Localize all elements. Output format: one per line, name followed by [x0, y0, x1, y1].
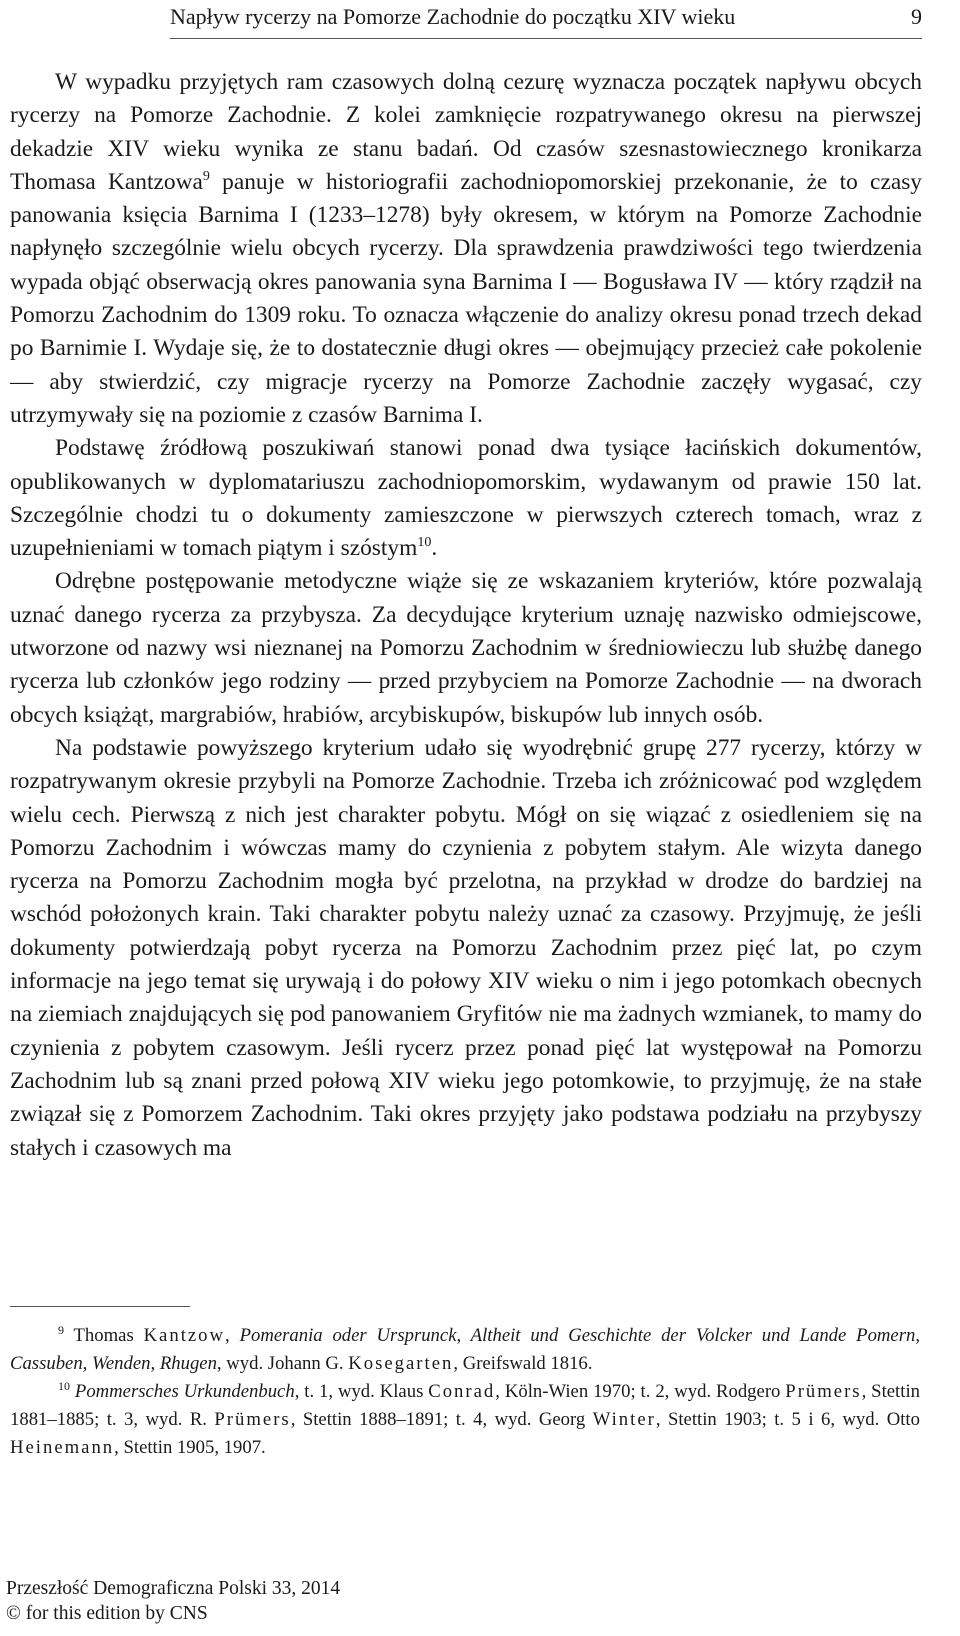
- paragraph-1-text-b: panuje w historiografii zachodniopomorskiej przekonanie, że to czasy panowania księcia Barnima I (1233–1278) były okresem, w którym na Pomorze Zachodnie napłynęło szczególnie wielu obcych rycerzy. Dla sprawdzenia prawdziwości tego twierdzenia wypada objąć obserwacją okres panowania syna Barnima I — Bogusława IV — który rządził na Pomorzu Zachodnim do 1309 roku. To oznacza włączenie do analizy okresu ponad trzech dekad po Barnimie I. Wydaje się, że to dostatecznie długi okres — obejmujący przecież całe pokolenie — aby stwierdzić, czy migracje rycerzy na Pomorze Zachodnie zaczęły wygasać, czy utrzymywały się na poziomie z czasów Barnima I.: [10, 168, 922, 428]
- paragraph-4: Na podstawie powyższego kryterium udało się wyodrębnić grupę 277 rycerzy, którzy w rozpatrywanym okresie przybyli na Pomorze Zachodnie. Trzeba ich zróżnicować pod względem wielu cech. Pierwszą z nich jest charakter pobytu. Mógł on się wiązać z osiedleniem się na Pomorzu Zachodnim i wówczas mamy do czynienia z pobytem stałym. Ale wizyta danego rycerza na Pomorzu Zachodnim mogła być przelotna, na przykład w drodze do bardziej na wschód położonych krain. Taki charakter pobytu należy uznać za czasowy. Przyjmuję, że jeśli dokumenty potwierdzają pobyt rycerza na Pomorzu Zachodnim przez pięć lat, po czym informacje na jego temat się urywają i do połowy XIV wieku o nim i jego potomkach obecnych na ziemiach znajdujących się pod panowaniem Gryfitów nie ma żadnych wzmianek, to mamy do czynienia z pobytem czasowym. Jeśli rycerz przez ponad pięć lat występował na Pomorzu Zachodnim lub są znani przed połową XIV wieku jego potomkowie, to przyjmuję, że na stałe związał się z Pomorzem Zachodnim. Taki okres przyjęty jako podstawa podziału na przybyszy stałych i czasowych ma: [10, 734, 922, 1161]
- footnote-separator: [10, 1306, 190, 1307]
- footnote-9-text: Thomas: [64, 1325, 144, 1346]
- header-rule: [170, 38, 922, 39]
- work-title: Pomerania oder Ursprunck, Altheit und Geschichte der Volcker und Lande Pomern, Cassuben, Wenden, Rhugen: [10, 1325, 921, 1374]
- page-footer: [6, 1576, 340, 1626]
- copyright-notice: © for this edition by CNS: [6, 1603, 208, 1624]
- footnote-10: [10, 1378, 920, 1462]
- footnote-10-text: , Stettin 1905, 1907.: [114, 1437, 266, 1458]
- paragraph-3: Odrębne postępowanie metodyczne wiąże się ze wskazaniem kryteriów, które pozwalają uznać danego rycerza za przybysza. Za decydujące kryterium uznaję nazwisko odmiejscowe, utworzone od nazwy wsi nieznanej na Pomorzu Zachodnim w średniowieczu lub służbę danego rycerza lub członków jego rodziny — przed przybyciem na Pomorze Zachodnie — na dworach obcych książąt, margrabiów, hrabiów, arcybiskupów, biskupów lub innych osób.: [10, 568, 922, 728]
- editor-name: Prümers: [785, 1381, 862, 1402]
- footnote-9-text: , Greifswald 1816.: [453, 1353, 593, 1374]
- running-header: [170, 2, 922, 36]
- footnote-10-number: 10: [58, 1378, 70, 1393]
- footnote-9-text: , wyd. Johann G.: [216, 1353, 349, 1374]
- author-name: Kantzow: [143, 1325, 226, 1346]
- page-number: 9: [911, 4, 922, 29]
- work-title: Pommersches Urkundenbuch: [74, 1381, 295, 1402]
- footnote-10-text: , Stettin 1903; t. 5 i 6, wyd. Otto: [655, 1409, 920, 1430]
- main-text: [10, 66, 922, 1165]
- editor-name: Kosegarten: [348, 1353, 454, 1374]
- paragraph-1-text-a: W wypadku przyjętych ram czasowych dolną cezurę wyznacza początek napływu obcych rycerzy na Pomorze Zachodnie. Z kolei zamknięcie rozpatrywanego okresu na pierwszej dekadzie XIV wieku wynika ze stanu badań. Od czasów szesnastowiecznego kronikarza Thomasa Kantzowa: [10, 69, 922, 195]
- paragraph-1: [10, 66, 922, 432]
- footnote-10-text: , Stettin 1881–1885; t. 3, wyd. R.: [10, 1381, 920, 1430]
- footnote-9-number: 9: [58, 1322, 64, 1337]
- footnote-10-text: , Stettin 1888–1891; t. 4, wyd. Georg: [290, 1409, 593, 1430]
- editor-name: Conrad: [428, 1381, 496, 1402]
- footnote-ref-9[interactable]: 9: [202, 169, 210, 185]
- footnote-ref-10[interactable]: 10: [417, 535, 432, 551]
- paragraph-2-text-b: .: [431, 535, 438, 562]
- editor-name: Prümers: [214, 1409, 291, 1430]
- editor-name: Heinemann: [10, 1437, 115, 1458]
- footnote-10-text: , Köln-Wien 1970; t. 2, wyd. Rodgero: [495, 1381, 786, 1402]
- journal-citation: Przeszłość Demograficzna Polski 33, 2014: [6, 1578, 341, 1599]
- footnotes: [10, 1322, 920, 1462]
- paragraph-2: [10, 432, 922, 565]
- footnote-9-text: ,: [225, 1325, 240, 1346]
- footnote-9: [10, 1322, 920, 1378]
- editor-name: Winter: [592, 1409, 656, 1430]
- footnote-10-text: , t. 1, wyd. Klaus: [294, 1381, 429, 1402]
- running-title: Napływ rycerzy na Pomorze Zachodnie do początku XIV wieku: [170, 4, 736, 29]
- paragraph-2-text-a: Podstawę źródłową poszukiwań stanowi ponad dwa tysiące łacińskich dokumentów, opublikowanych w dyplomatariuszu zachodniopomorskim, wydawanym od prawie 150 lat. Szczególnie chodzi tu o dokumenty zamieszczone w pierwszych czterech tomach, wraz z uzupełnieniami w tomach piątym i szóstym: [10, 435, 922, 562]
